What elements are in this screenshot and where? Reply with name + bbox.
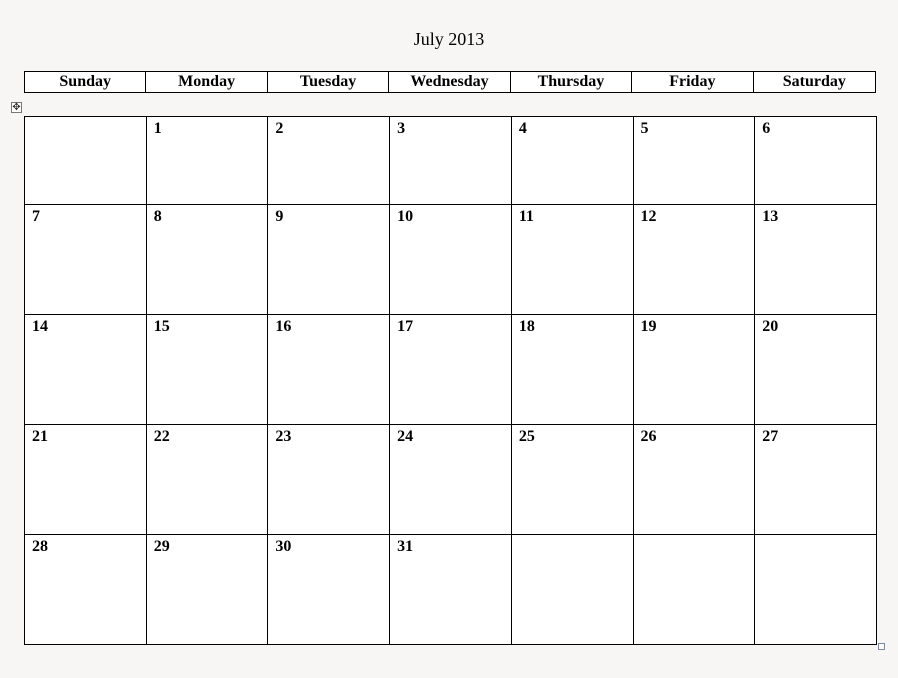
day-cell[interactable]: 22 xyxy=(146,425,268,535)
day-cell[interactable]: 13 xyxy=(755,205,877,315)
day-cell[interactable]: 6 xyxy=(755,117,877,205)
week-row xyxy=(25,425,877,535)
day-cell[interactable]: 14 xyxy=(25,315,147,425)
day-cell[interactable]: 30 xyxy=(268,535,390,645)
day-cell[interactable]: 17 xyxy=(390,315,512,425)
weekday-thursday: Thursday xyxy=(511,72,632,92)
day-cell[interactable]: 10 xyxy=(390,205,512,315)
week-row xyxy=(25,205,877,315)
weekday-friday: Friday xyxy=(632,72,753,92)
day-cell[interactable]: 29 xyxy=(146,535,268,645)
day-cell[interactable] xyxy=(755,535,877,645)
day-cell[interactable]: 18 xyxy=(511,315,633,425)
weekday-saturday: Saturday xyxy=(782,73,846,90)
day-cell[interactable]: 28 xyxy=(25,535,147,645)
day-cell[interactable]: 26 xyxy=(633,425,755,535)
table-move-handle-icon[interactable]: ✥ xyxy=(12,102,21,113)
day-cell[interactable]: 9 xyxy=(268,205,390,315)
day-cell[interactable]: 4 xyxy=(511,117,633,205)
weekday-sunday: Sunday xyxy=(25,72,146,92)
day-cell[interactable]: 23 xyxy=(268,425,390,535)
weekday-wednesday: Wednesday xyxy=(389,72,510,92)
day-cell[interactable]: 15 xyxy=(146,315,268,425)
weekday-header-row xyxy=(24,71,876,93)
weekday-tuesday: Tuesday xyxy=(268,72,389,92)
day-cell[interactable]: 2 xyxy=(268,117,390,205)
day-cell[interactable] xyxy=(511,535,633,645)
day-cell[interactable] xyxy=(633,535,755,645)
day-cell[interactable] xyxy=(25,117,147,205)
day-cell[interactable]: 21 xyxy=(25,425,147,535)
week-row xyxy=(25,535,877,645)
day-cell[interactable]: 1 xyxy=(146,117,268,205)
day-cell[interactable]: 7 xyxy=(25,205,147,315)
day-cell[interactable]: 16 xyxy=(268,315,390,425)
day-cell[interactable]: 27 xyxy=(755,425,877,535)
day-cell[interactable]: 8 xyxy=(146,205,268,315)
calendar-title: July 2013 xyxy=(413,29,485,49)
weekday-monday: Monday xyxy=(146,72,267,92)
table-resize-handle-icon[interactable] xyxy=(878,643,885,650)
day-cell[interactable]: 31 xyxy=(390,535,512,645)
week-row xyxy=(25,117,877,205)
day-cell[interactable]: 12 xyxy=(633,205,755,315)
week-row xyxy=(25,315,877,425)
day-cell[interactable]: 20 xyxy=(755,315,877,425)
day-cell[interactable]: 24 xyxy=(390,425,512,535)
day-cell[interactable]: 11 xyxy=(511,205,633,315)
day-cell[interactable]: 5 xyxy=(633,117,755,205)
day-cell[interactable]: 25 xyxy=(511,425,633,535)
day-cell[interactable]: 19 xyxy=(633,315,755,425)
calendar-grid xyxy=(24,116,877,645)
day-cell[interactable]: 3 xyxy=(390,117,512,205)
